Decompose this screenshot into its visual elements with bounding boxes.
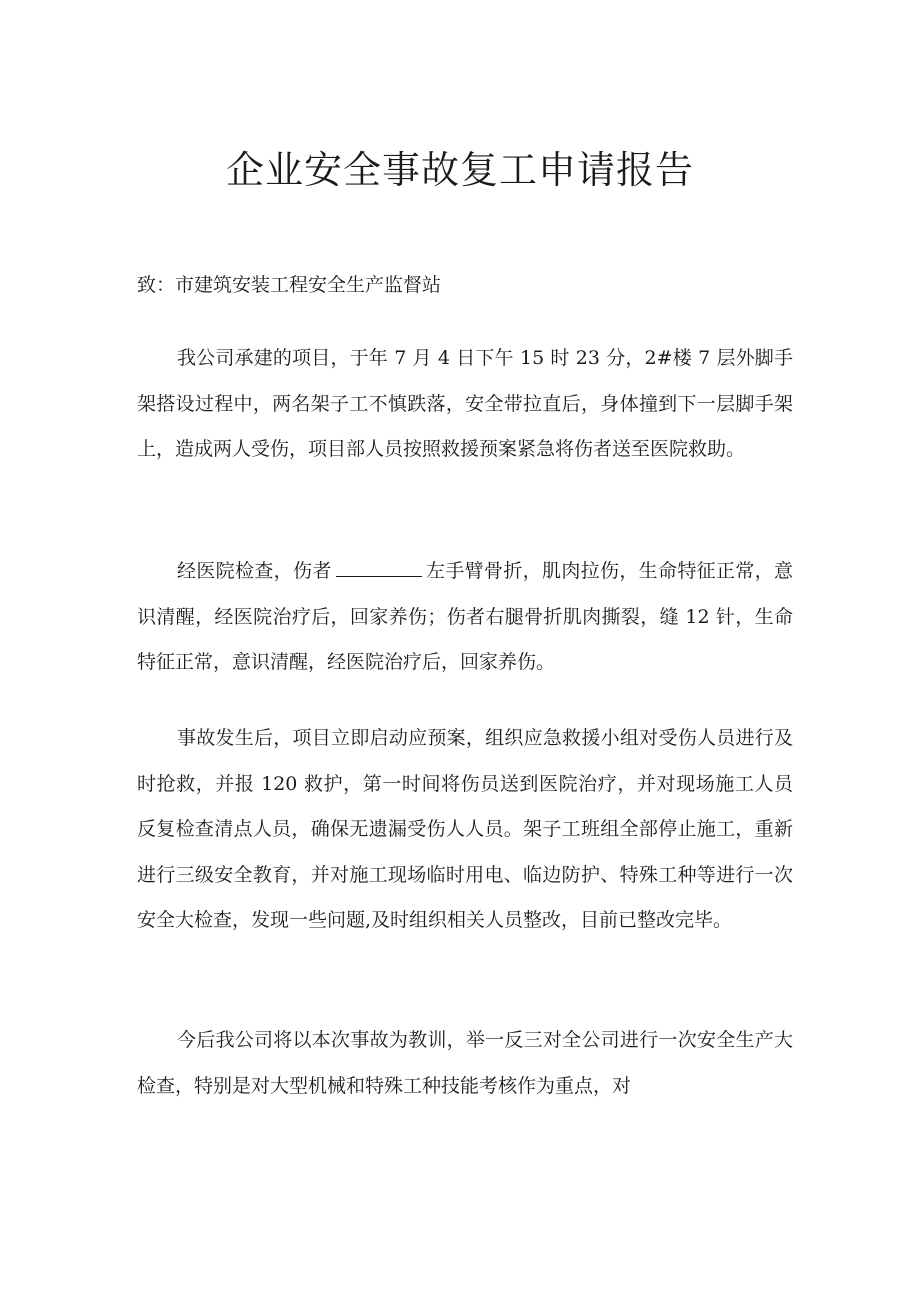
document-title: 企业安全事故复工申请报告	[225, 148, 694, 192]
paragraph-text-after-blank: 左手臂骨折，肌肉拉伤，生命特征正常，意识清醒，经医院治疗后，回家养伤；伤者右腿骨折肌肉撕裂，缝 12 针，生命特征正常，意识清醒，经医院治疗后，回家养伤。	[137, 560, 793, 673]
paragraph-text-before-blank: 经医院检查，伤者	[177, 560, 332, 582]
paragraph-accident-description: 我公司承建的项目，于年 7 月 4 日下午 15 时 23 分，2#楼 7 层外脚手架搭设过程中，两名架子工不慎跌落，安全带拉直后，身体撞到下一层脚手架上，造成两人受伤，项目部人员按照救援预案紧急将伤者送至医院救助。	[137, 347, 793, 460]
paragraph-future-plans: 今后我公司将以本次事故为教训，举一反三对全公司进行一次安全生产大检查，特别是对大型机械和特殊工种技能考核作为重点，对	[137, 1029, 793, 1097]
paragraph-response-measures: 事故发生后，项目立即启动应预案，组织应急救援小组对受伤人员进行及时抢救，并报 120 救护，第一时间将伤员送到医院治疗，并对现场施工人员反复检查清点人员，确保无遗漏受伤人人员。架子工班组全部停止施工，重新进行三级安全教育，并对施工现场临时用电、临边防护、特殊工种等进行一次安全大检查，发现一些问题,及时组织相关人员整改，目前已整改完毕。	[137, 727, 793, 931]
addressee-line: 致：市建筑安装工程安全生产监督站	[137, 274, 442, 296]
paragraph-medical-examination	[137, 549, 793, 686]
name-blank-line	[336, 554, 422, 577]
